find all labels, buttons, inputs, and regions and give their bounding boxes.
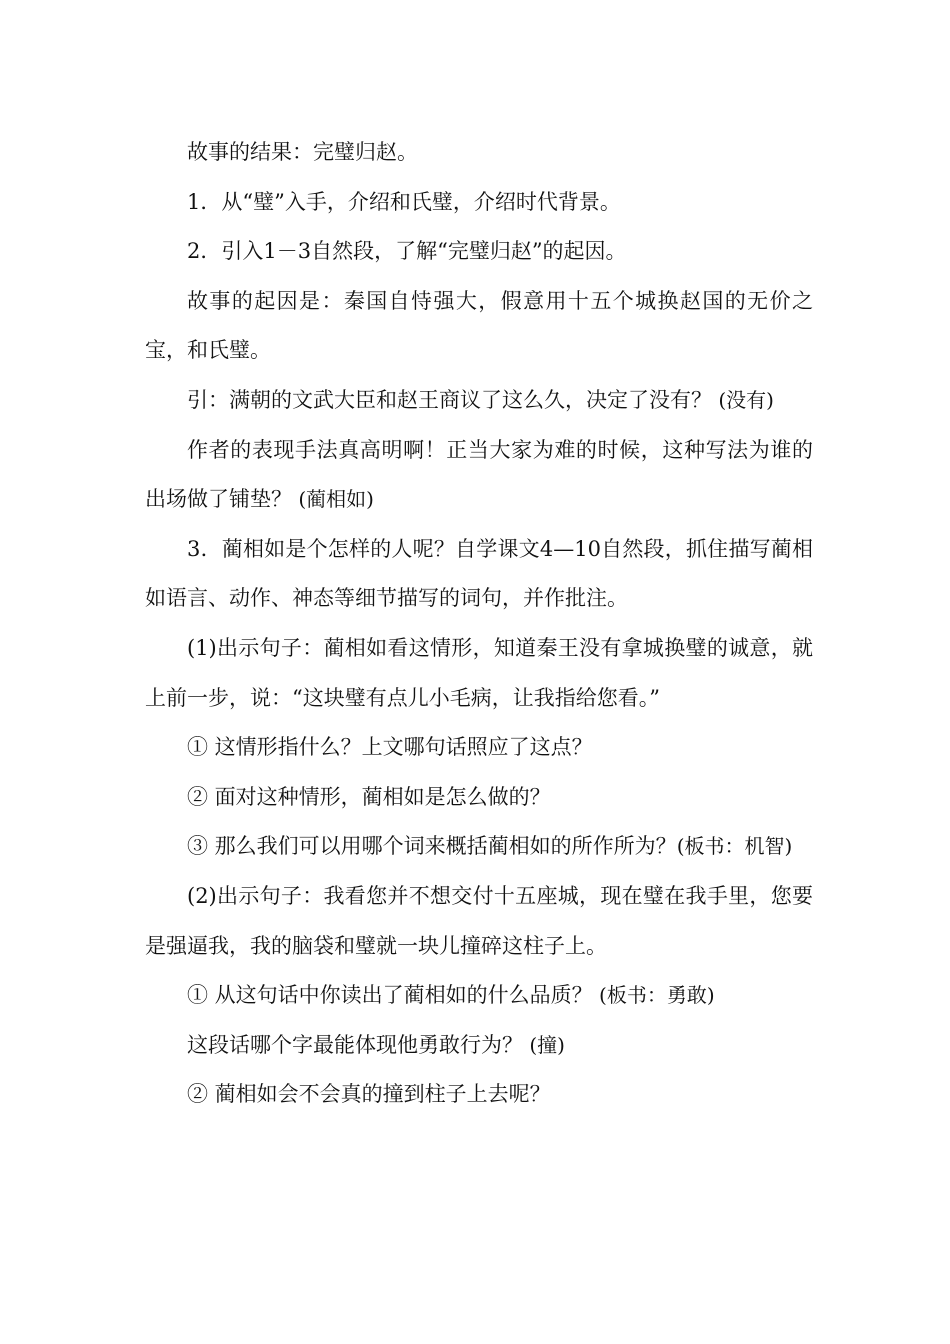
paragraph-text: (2)出示句子：我看您并不想交付十五座城，现在璧在我手里，您要是强逼我，我的脑袋和璧就一块儿撞碎这柱子上。 (145, 883, 813, 958)
paragraph-text: 1．从“璧”入手，介绍和氏璧，介绍时代背景。 (187, 189, 621, 214)
paragraph-text: 2．引入1－3自然段，了解“完璧归赵”的起因。 (187, 239, 627, 264)
paragraph-text: (1)出示句子：蔺相如看这情形，知道秦王没有拿城换璧的诚意，就上前一步，说：“这块璧有点儿小毛病，让我指给您看。” (145, 635, 813, 710)
paragraph-text: ③ 那么我们可以用哪个词来概括蔺相如的所作所为？ (187, 834, 677, 859)
paragraph-sub-question-5 (145, 1021, 813, 1071)
paragraph-text: ② 蔺相如会不会真的撞到柱子上去呢？ (187, 1082, 551, 1107)
paragraph-result (145, 128, 813, 178)
paragraph-text: 故事的起因是：秦国自恃强大，假意用十五个城换赵国的无价之宝，和氏璧。 (145, 288, 813, 363)
paragraph-text: ① 从这句话中你读出了蔺相如的什么品质？ (187, 983, 593, 1008)
paragraph-text: 引：满朝的文武大臣和赵王商议了这么久，决定了没有？ (187, 387, 712, 412)
paragraph-sub-question-3 (145, 822, 813, 872)
paragraph-cause (145, 277, 813, 376)
paragraph-sub-question-6 (145, 1070, 813, 1120)
paragraph-sentence-1 (145, 624, 813, 723)
paragraph-step-3 (145, 525, 813, 624)
paragraph-step-1 (145, 178, 813, 228)
paragraph-text: ① 这情形指什么？上文哪句话照应了这点？ (187, 735, 593, 760)
paragraph-text: 故事的结果：完璧归赵。 (187, 140, 418, 164)
board-note: (板书：机智) (676, 834, 793, 859)
paragraph-text: 作者的表现手法真高明啊！正当大家为难的时候，这种写法为谁的出场做了铺垫？ (145, 437, 813, 512)
paragraph-question-decision (145, 376, 813, 426)
paragraph-text: ② 面对这种情形，蔺相如是怎么做的？ (187, 784, 551, 809)
paragraph-step-2 (145, 227, 813, 277)
paragraph-sub-question-2 (145, 773, 813, 823)
paragraph-text: 3．蔺相如是个怎样的人呢？自学课文4—10自然段，抓住描写蔺相如语言、动作、神态等细节描写的词句，并作批注。 (145, 536, 813, 611)
board-note: (板书：勇敢) (592, 983, 715, 1008)
answer-note: (撞) (523, 1032, 565, 1057)
answer-note: (蔺相如) (292, 487, 374, 512)
paragraph-sub-question-4 (145, 971, 813, 1021)
paragraph-question-foreshadow (145, 426, 813, 525)
paragraph-sub-question-1 (145, 723, 813, 773)
paragraph-text: 这段话哪个字最能体现他勇敢行为？ (187, 1032, 523, 1057)
document-body (145, 128, 813, 1120)
paragraph-sentence-2 (145, 872, 813, 971)
answer-note: (没有) (712, 387, 774, 412)
